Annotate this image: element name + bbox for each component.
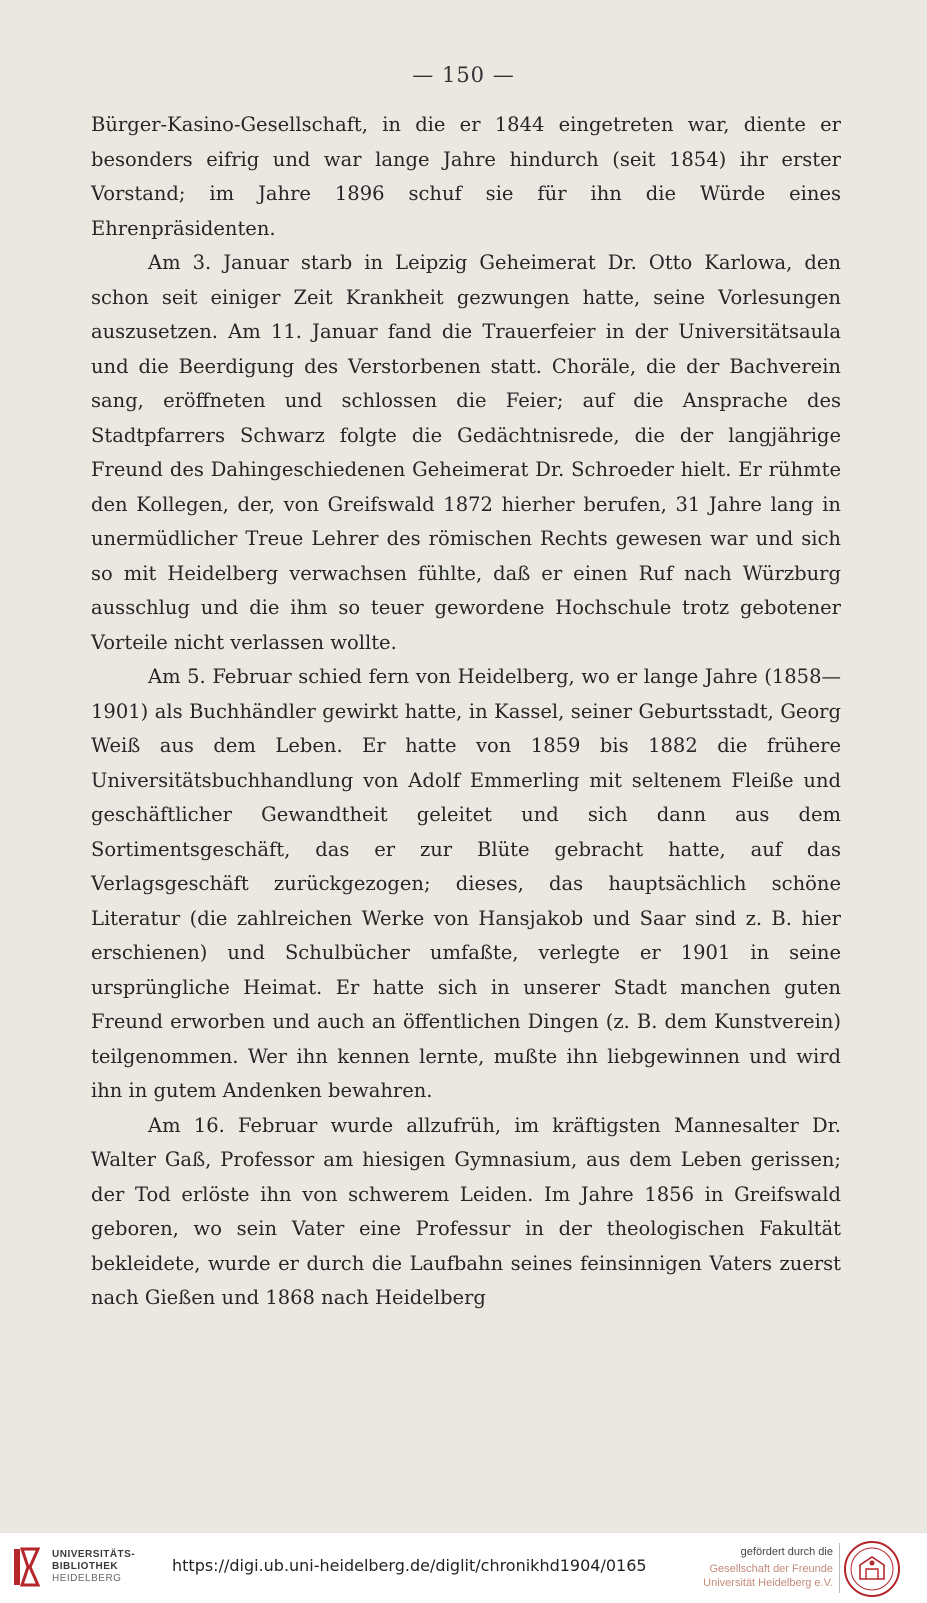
- sponsor-name-line1: Gesellschaft der Freunde: [709, 1563, 833, 1575]
- sponsor-title: gefördert durch die: [740, 1546, 833, 1558]
- library-name-line1: UNIVERSITÄTS-: [52, 1549, 136, 1560]
- paragraph-4: Am 16. Februar wurde allzufrüh, im kräftigsten Mannesalter Dr. Walter Gaß, Professor am hiesigen Gymnasium, aus dem Leben gerissen; der Tod erlöste ihn von schwerem Leiden. Im Jahre 1856 in Greifswald geboren, wo sein Vater eine Professur in der theologischen Fakultät bekleidete, wurde er durch die Laufbahn seines feinsinnigen Vaters zuerst nach Gießen und 1868 nach Heidelberg: [91, 1113, 841, 1309]
- paragraph-1: Bürger-Kasino-Gesellschaft, in die er 1844 eingetreten war, diente er besonders eifrig und war lange Jahre hindurch (seit 1854) ihr erster Vorstand; im Jahre 1896 schuf sie für ihn die Würde eines Ehrenpräsidenten.: [91, 113, 841, 240]
- library-name-line3: HEIDELBERG: [52, 1573, 122, 1584]
- footer-bar: [0, 1532, 927, 1603]
- university-seal-icon[interactable]: [842, 1539, 902, 1599]
- paragraph-2: Am 3. Januar starb in Leipzig Geheimerat Dr. Otto Karlowa, den schon seit einiger Zeit Krankheit gezwungen hatte, seine Vorlesungen auszusetzen. Am 11. Januar fand die Trauerfeier in der Universitätsaula und die Beerdigung des Verstorbenen statt. Choräle, die der Bachverein sang, eröffneten und schlossen die Feier; auf die Ansprache des Stadtpfarrers Schwarz folgte die Gedächtnisrede, die der langjährige Freund des Dahingeschiedenen Geheimerat Dr. Schroeder hielt. Er rühmte den Kollegen, der, von Greifswald 1872 hierher berufen, 31 Jahre lang in unermüdlicher Treue Lehrer des römischen Rechts gewesen war und sich so mit Heidelberg verwachsen fühlte, daß er einen Ruf nach Würzburg ausschlug und die ihm so teuer gewordene Hochschule trotz gebotener Vorteile nicht verlassen wollte.: [91, 251, 841, 654]
- sponsor-credit[interactable]: [688, 1545, 833, 1590]
- library-name[interactable]: [52, 1549, 135, 1585]
- page-body-text: [91, 108, 841, 1316]
- sponsor-name-line2: Universität Heidelberg e.V.: [703, 1577, 833, 1589]
- paragraph-3: Am 5. Februar schied fern von Heidelberg, wo er lange Jahre (1858—1901) als Buchhändler gewirkt hatte, in Kassel, seiner Geburtsstadt, Georg Weiß aus dem Leben. Er hatte von 1859 bis 1882 die frühere Universitätsbuchhandlung von Adolf Emmerling mit seltenem Fleiße und geschäftlicher Gewandtheit geleitet und sich dann aus dem Sortimentsgeschäft, das er zur Blüte gebracht hatte, auf das Verlagsgeschäft zurückgezogen; dieses, das hauptsächlich schöne Literatur (die zahlreichen Werke von Hansjakob und Saar sind z. B. hier erschienen) und Schulbücher umfaßte, verlegte er 1901 in seine ursprüngliche Heimat. Er hatte sich in unserer Stadt manchen guten Freund erworben und auch an öffentlichen Dingen (z. B. dem Kunstverein) teilgenommen. Wer ihn kennen lernte, mußte ihn liebgewinnen und wird ihn in gutem Andenken bewahren.: [91, 665, 841, 1102]
- page-number: — 150 —: [412, 63, 515, 87]
- library-logo-icon[interactable]: [10, 1545, 44, 1589]
- permalink-url[interactable]: https://digi.ub.uni-heidelberg.de/diglit/chronikhd1904/0165: [172, 1556, 647, 1575]
- footer-divider: [839, 1543, 840, 1593]
- library-name-line2: BIBLIOTHEK: [52, 1561, 119, 1572]
